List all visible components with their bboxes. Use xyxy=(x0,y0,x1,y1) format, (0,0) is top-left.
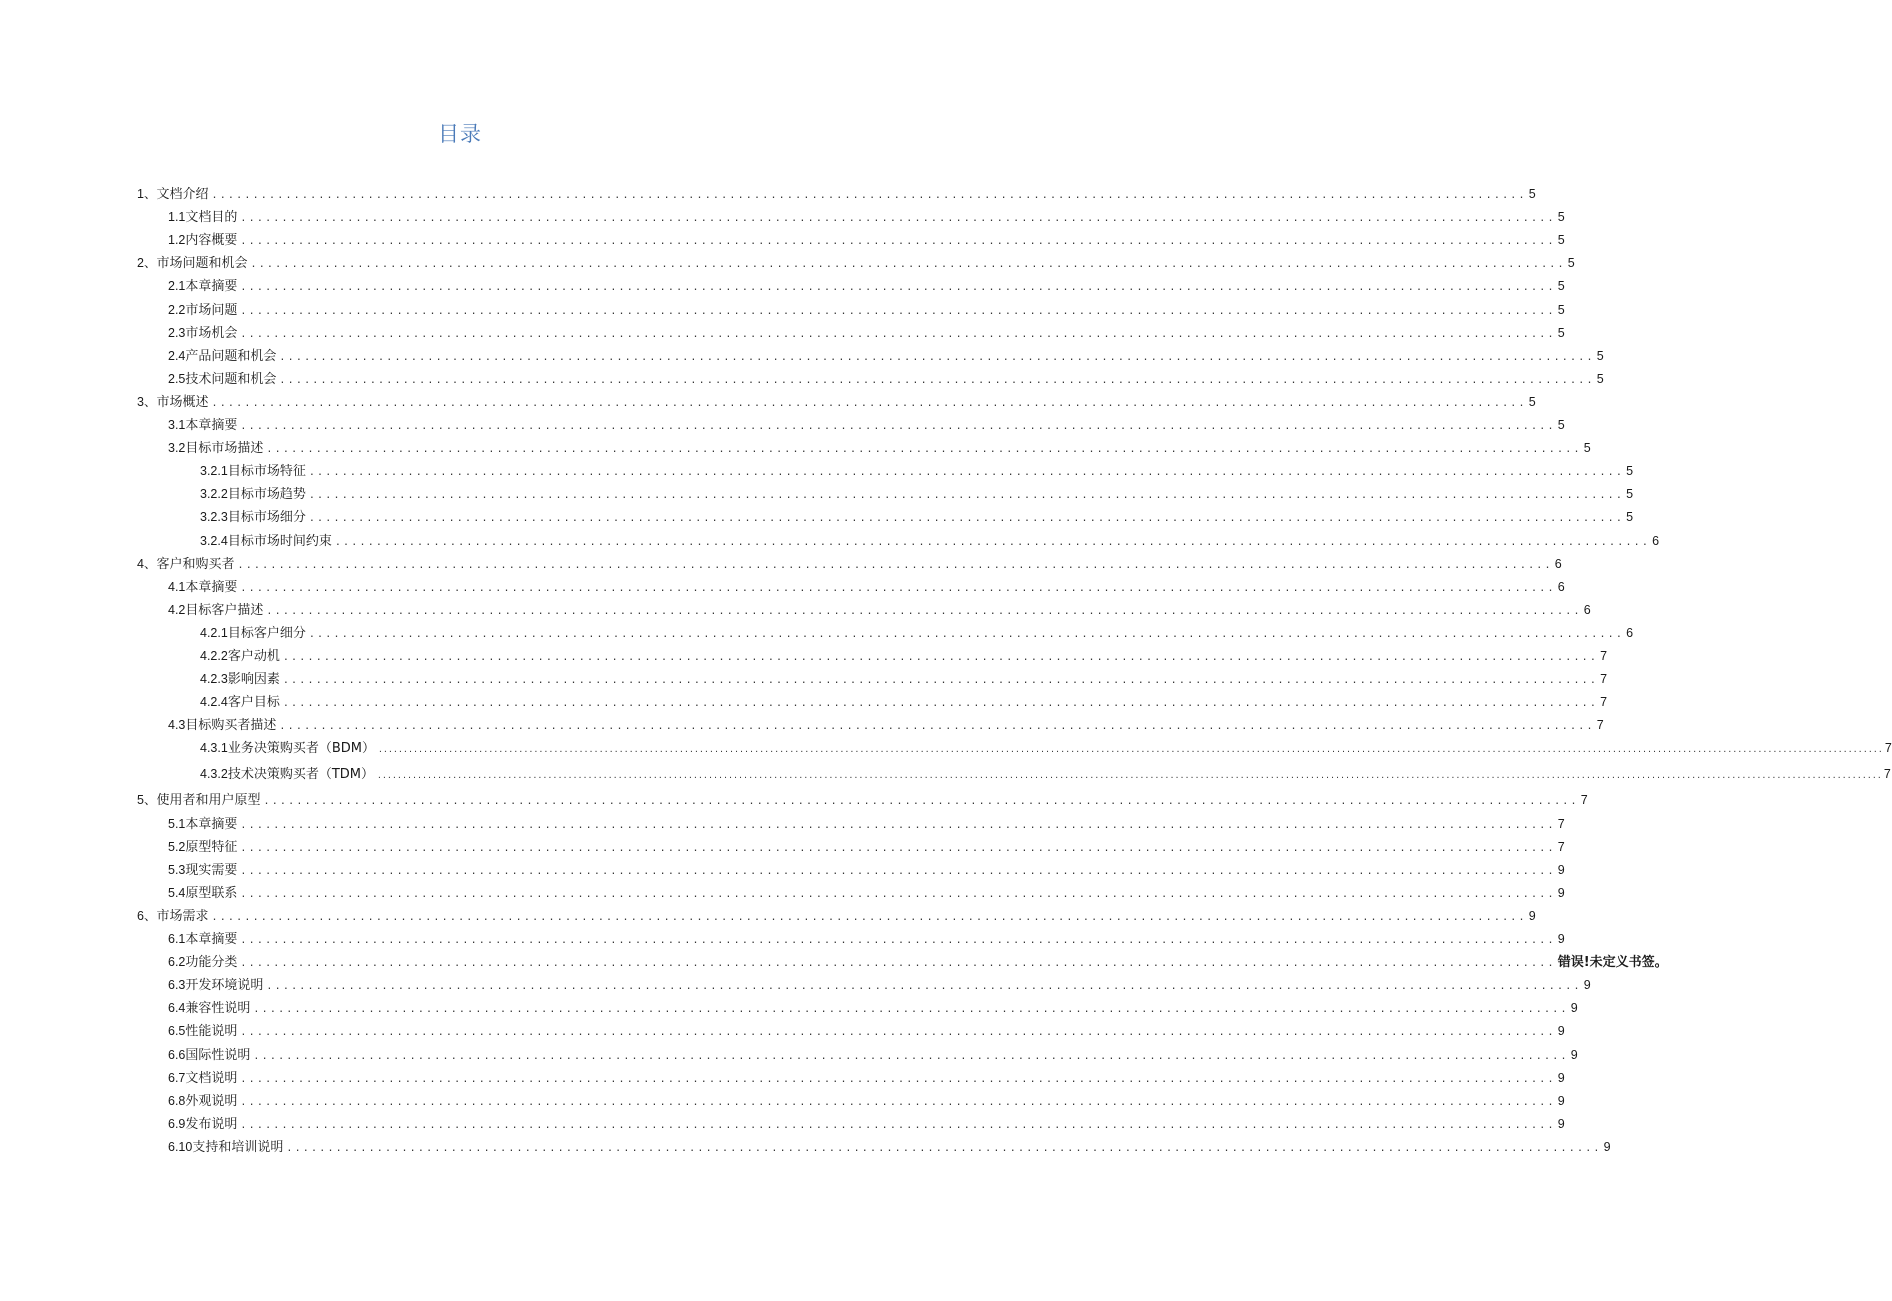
toc-page-number: 7 xyxy=(1883,767,1891,782)
toc-page-number: 9 xyxy=(1557,1070,1565,1085)
toc-page-number: 5 xyxy=(1528,394,1536,409)
toc-page-number: 7 xyxy=(1600,672,1608,687)
toc-entry-number: 6.4 xyxy=(168,1001,186,1016)
toc-page-number: 9 xyxy=(1570,1001,1578,1016)
toc-entry-label: 开发环境说明 xyxy=(185,978,264,994)
toc-entry[interactable] xyxy=(168,1020,1565,1042)
toc-page-number: 5 xyxy=(1596,371,1604,386)
toc-leader-dots: ................................................................................................................................................................ xyxy=(240,819,1556,831)
toc-leader-dots: ................................................................................................................................................................ xyxy=(240,421,1556,432)
toc-entry-number: 6.10 xyxy=(168,1139,193,1154)
toc-entry[interactable] xyxy=(168,1113,1565,1135)
toc-leader-dots: ................................................................................................................................................................ xyxy=(240,328,1556,340)
toc-entry-number: 3.2.1 xyxy=(200,464,228,479)
toc-page-number: 5 xyxy=(1557,325,1565,340)
toc-leader-dots: ............................................................................................................................................................................................................................................................................................................ xyxy=(376,771,1882,781)
toc-entry-label: 目标市场时间约束 xyxy=(227,533,332,549)
toc-entry[interactable] xyxy=(168,345,1604,367)
toc-entry-label: 目标市场细分 xyxy=(227,510,306,526)
toc-page-number: 7 xyxy=(1884,741,1892,756)
toc-page-number: 9 xyxy=(1557,932,1565,946)
toc-entry-label: 支持和培训说明 xyxy=(192,1139,284,1155)
toc-entry[interactable] xyxy=(168,576,1565,598)
toc-page-number: 6 xyxy=(1652,533,1660,548)
toc-entry[interactable] xyxy=(168,1044,1578,1066)
toc-entry[interactable] xyxy=(200,622,1634,644)
toc-leader-dots: ................................................................................................................................................................ xyxy=(250,259,1566,271)
toc-leader-dots: ................................................................................................................................................................ xyxy=(308,628,1625,640)
toc-entry-number: 2.5 xyxy=(168,371,186,386)
toc-page-number: 7 xyxy=(1600,649,1608,663)
toc-entry[interactable] xyxy=(168,997,1578,1019)
toc-entry-number: 4.3.1 xyxy=(200,741,228,756)
toc-page-number: 9 xyxy=(1570,1047,1578,1062)
toc-entry-number: 2.2 xyxy=(168,302,186,317)
toc-page-number: 5 xyxy=(1626,487,1634,502)
toc-entry[interactable] xyxy=(168,275,1565,297)
toc-leader-dots: ............................................................................................................................................................................................................................................................................................................ xyxy=(377,745,1883,755)
toc-entry[interactable] xyxy=(200,737,1892,759)
toc-entry[interactable] xyxy=(200,460,1634,482)
toc-entry-number: 5.2 xyxy=(168,839,186,854)
toc-entry[interactable] xyxy=(200,645,1608,667)
toc-entry[interactable] xyxy=(168,414,1565,436)
toc-entry-number: 3.2.4 xyxy=(200,533,228,548)
toc-page-number: 9 xyxy=(1557,885,1565,900)
toc-entry-label: 市场概述 xyxy=(156,394,209,410)
toc-entry-label: 原型联系 xyxy=(185,885,238,901)
toc-leader-dots: ................................................................................................................................................................ xyxy=(282,652,1599,663)
toc-entry-number: 3、 xyxy=(137,394,157,409)
toc-entry[interactable] xyxy=(168,928,1565,950)
toc-entry[interactable] xyxy=(168,813,1565,835)
toc-leader-dots: ................................................................................................................................................................ xyxy=(282,675,1599,687)
toc-page-number: 5 xyxy=(1626,510,1634,525)
toc-entry-label: 客户动机 xyxy=(227,649,280,664)
toc-entry-number: 2.3 xyxy=(168,325,186,340)
toc-entry-label: 市场问题 xyxy=(185,302,238,318)
toc-page-number: 5 xyxy=(1528,187,1536,201)
toc-page-number: 5 xyxy=(1583,441,1591,456)
toc-entry-label: 本章摘要 xyxy=(185,579,238,595)
toc-leader-dots: ................................................................................................................................................................ xyxy=(240,1096,1556,1108)
toc-leader-dots: ................................................................................................................................................................ xyxy=(240,935,1556,946)
toc-entry-label: 本章摘要 xyxy=(185,279,238,295)
toc-entry[interactable] xyxy=(168,368,1604,390)
toc-entry-number: 6.2 xyxy=(168,955,186,970)
toc-entry[interactable] xyxy=(168,229,1565,251)
toc-page-number: 5 xyxy=(1557,418,1565,432)
toc-entry-label: 性能说明 xyxy=(185,1024,238,1040)
toc-entry-label: 兼容性说明 xyxy=(185,1001,251,1017)
toc-entry-number: 6.6 xyxy=(168,1047,186,1062)
toc-entry[interactable] xyxy=(137,553,1562,575)
toc-entry-number: 6.3 xyxy=(168,978,186,993)
toc-page-number: 6 xyxy=(1557,579,1565,594)
toc-entry-number: 2、 xyxy=(137,256,157,271)
toc-leader-dots: ................................................................................................................................................................ xyxy=(308,513,1625,525)
toc-entry-label: 现实需要 xyxy=(185,862,238,878)
toc-entry-label: 使用者和用户原型 xyxy=(156,793,261,809)
toc-leader-dots: ................................................................................................................................................................ xyxy=(279,721,1595,733)
toc-entry-number: 4.2.1 xyxy=(200,625,228,640)
toc-entry[interactable] xyxy=(200,483,1634,505)
toc-entry[interactable] xyxy=(168,951,1668,973)
toc-entry-label: 功能分类 xyxy=(185,955,238,971)
toc-entry[interactable] xyxy=(200,506,1634,528)
toc-page-error: 错误!未定义书签。 xyxy=(1557,955,1668,971)
toc-leader-dots: ................................................................................................................................................................ xyxy=(240,305,1556,317)
toc-entry-label: 目标市场描述 xyxy=(185,441,264,457)
toc-page-number: 5 xyxy=(1557,210,1565,225)
toc-page-number: 9 xyxy=(1583,978,1591,993)
toc-entry-label: 外观说明 xyxy=(185,1093,238,1109)
toc-entry-label: 内容概要 xyxy=(185,233,238,249)
toc-entry-label: 本章摘要 xyxy=(185,932,238,947)
toc-entry[interactable] xyxy=(200,530,1660,552)
toc-entry-label: 发布说明 xyxy=(185,1116,238,1132)
toc-entry-number: 5.3 xyxy=(168,862,186,877)
toc-leader-dots: ................................................................................................................................................................ xyxy=(240,865,1556,877)
toc-entry-number: 4.3 xyxy=(168,718,186,733)
toc-entry-number: 5.1 xyxy=(168,816,186,831)
toc-entry-number: 1.1 xyxy=(168,210,186,225)
toc-page-number: 7 xyxy=(1557,839,1565,854)
toc-leader-dots: ................................................................................................................................................................ xyxy=(240,958,1556,970)
toc-page-number: 7 xyxy=(1600,695,1608,710)
toc-entry-number: 6.9 xyxy=(168,1116,186,1131)
toc-page-number: 5 xyxy=(1596,348,1604,363)
toc-entry[interactable] xyxy=(168,1136,1611,1158)
toc-entry-label: 目标市场特征 xyxy=(227,464,306,480)
toc-leader-dots: ................................................................................................................................................................ xyxy=(279,374,1595,386)
toc-page-number: 9 xyxy=(1557,1024,1565,1039)
toc-page-number: 7 xyxy=(1580,793,1588,808)
toc-entry-label: 目标客户细分 xyxy=(227,625,306,641)
toc-leader-dots: ................................................................................................................................................................ xyxy=(240,1073,1556,1085)
toc-page-number: 6 xyxy=(1554,556,1562,571)
toc-entry-number: 4.2.2 xyxy=(200,649,228,663)
toc-entry-label: 文档说明 xyxy=(185,1070,238,1086)
toc-entry-label: 客户和购买者 xyxy=(156,556,235,572)
toc-entry-number: 1.2 xyxy=(168,233,186,248)
toc-entry-number: 4、 xyxy=(137,556,157,571)
toc-entry-label: 文档介绍 xyxy=(156,187,209,202)
toc-entry-number: 6.7 xyxy=(168,1070,186,1085)
toc-entry-number: 1、 xyxy=(137,187,157,201)
toc-entry-number: 4.2.4 xyxy=(200,695,228,710)
toc-entry-label: 产品问题和机会 xyxy=(185,348,277,364)
toc-entry[interactable] xyxy=(200,763,1891,785)
toc-leader-dots: ................................................................................................................................................................ xyxy=(308,490,1625,502)
toc-entry-label: 业务决策购买者（BDM） xyxy=(227,741,375,757)
toc-entry-number: 6.1 xyxy=(168,932,186,946)
toc-entry[interactable] xyxy=(137,252,1575,274)
toc-entry[interactable] xyxy=(137,391,1536,413)
toc-entry-number: 4.2.3 xyxy=(200,672,228,687)
toc-page-number: 7 xyxy=(1557,816,1565,831)
toc-entry[interactable] xyxy=(137,183,1536,205)
toc-title: 目录 xyxy=(438,122,482,146)
toc-page-number: 5 xyxy=(1567,256,1575,271)
toc-entry-label: 技术决策购买者（TDM） xyxy=(227,767,374,783)
toc-leader-dots: ................................................................................................................................................................ xyxy=(240,236,1556,248)
toc-entry-number: 3.2.2 xyxy=(200,487,228,502)
toc-leader-dots: ................................................................................................................................................................ xyxy=(263,796,1579,808)
toc-entry[interactable] xyxy=(137,905,1536,927)
toc-page-number: 9 xyxy=(1557,1116,1565,1131)
toc-entry[interactable] xyxy=(168,714,1604,736)
toc-leader-dots: ................................................................................................................................................................ xyxy=(240,1027,1556,1039)
toc-entry-label: 影响因素 xyxy=(227,672,280,688)
toc-page-number: 7 xyxy=(1596,718,1604,733)
toc-entry-number: 2.1 xyxy=(168,279,186,294)
toc-entry[interactable] xyxy=(168,974,1591,996)
toc-entry-label: 市场机会 xyxy=(185,325,238,341)
toc-leader-dots: ................................................................................................................................................................ xyxy=(334,536,1651,548)
toc-entry[interactable] xyxy=(200,668,1608,690)
toc-leader-dots: ................................................................................................................................................................ xyxy=(308,467,1625,479)
toc-entry-number: 3.1 xyxy=(168,418,186,432)
toc-entry-number: 2.4 xyxy=(168,348,186,363)
toc-entry-number: 6、 xyxy=(137,908,157,923)
toc-entry-label: 文档目的 xyxy=(185,210,238,226)
toc-entry-label: 目标购买者描述 xyxy=(185,718,277,734)
toc-entry[interactable] xyxy=(168,299,1565,321)
toc-leader-dots: ................................................................................................................................................................ xyxy=(266,605,1582,617)
toc-entry-number: 5.4 xyxy=(168,885,186,900)
toc-entry[interactable] xyxy=(137,789,1588,811)
toc-entry[interactable] xyxy=(168,859,1565,881)
toc-entry[interactable] xyxy=(168,882,1565,904)
toc-entry[interactable] xyxy=(168,1067,1565,1089)
toc-entry-label: 技术问题和机会 xyxy=(185,371,277,387)
toc-entry[interactable] xyxy=(200,691,1608,713)
toc-entry[interactable] xyxy=(168,1090,1565,1112)
toc-leader-dots: ................................................................................................................................................................ xyxy=(240,582,1556,594)
toc-entry-label: 国际性说明 xyxy=(185,1047,251,1063)
toc-leader-dots: ................................................................................................................................................................ xyxy=(240,842,1556,854)
toc-leader-dots: ................................................................................................................................................................ xyxy=(253,1004,1569,1016)
toc-entry[interactable] xyxy=(168,322,1565,344)
toc-leader-dots: ................................................................................................................................................................ xyxy=(286,1142,1602,1154)
toc-page-number: 9 xyxy=(1528,908,1536,923)
toc-page-number: 9 xyxy=(1557,1093,1565,1108)
toc-leader-dots: ................................................................................................................................................................ xyxy=(211,911,1527,923)
toc-entry-label: 原型特征 xyxy=(185,839,238,855)
toc-entry-number: 6.5 xyxy=(168,1024,186,1039)
toc-entry-label: 客户目标 xyxy=(227,695,280,711)
toc-entry-label: 市场问题和机会 xyxy=(156,256,248,272)
toc-page-number: 9 xyxy=(1557,862,1565,877)
toc-page-number: 6 xyxy=(1626,625,1634,640)
toc-page-number: 5 xyxy=(1557,233,1565,248)
toc-entry-label: 本章摘要 xyxy=(185,418,238,433)
toc-entry-number: 4.3.2 xyxy=(200,767,228,782)
toc-entry-label: 本章摘要 xyxy=(185,816,238,832)
toc-entry-number: 5、 xyxy=(137,793,157,808)
toc-page-number: 6 xyxy=(1583,602,1591,617)
toc-entry-label: 目标市场趋势 xyxy=(227,487,306,503)
toc-entry-number: 3.2.3 xyxy=(200,510,228,525)
toc-entry-number: 4.2 xyxy=(168,602,186,617)
toc-entry[interactable] xyxy=(168,206,1565,228)
toc-leader-dots: ................................................................................................................................................................ xyxy=(240,213,1556,225)
toc-entry[interactable] xyxy=(168,836,1565,858)
toc-leader-dots: ................................................................................................................................................................ xyxy=(282,698,1599,710)
toc-entry-number: 4.1 xyxy=(168,579,186,594)
toc-page-number: 5 xyxy=(1557,279,1565,294)
toc-leader-dots: ................................................................................................................................................................ xyxy=(211,397,1527,409)
toc-page-number: 9 xyxy=(1603,1139,1611,1154)
toc-leader-dots: ................................................................................................................................................................ xyxy=(266,981,1582,993)
toc-leader-dots: ................................................................................................................................................................ xyxy=(253,1050,1569,1062)
toc-leader-dots: ................................................................................................................................................................ xyxy=(266,444,1582,456)
toc-page-number: 5 xyxy=(1626,464,1634,479)
toc-entry-number: 3.2 xyxy=(168,441,186,456)
toc-page-number: 5 xyxy=(1557,302,1565,317)
toc-entry[interactable] xyxy=(168,437,1591,459)
toc-entry-label: 目标客户描述 xyxy=(185,602,264,618)
toc-leader-dots: ................................................................................................................................................................ xyxy=(237,559,1553,571)
toc-leader-dots: ................................................................................................................................................................ xyxy=(279,351,1595,363)
toc-leader-dots: ................................................................................................................................................................ xyxy=(211,190,1527,201)
toc-entry-label: 市场需求 xyxy=(156,908,209,924)
toc-leader-dots: ................................................................................................................................................................ xyxy=(240,888,1556,900)
toc-leader-dots: ................................................................................................................................................................ xyxy=(240,282,1556,294)
toc-entry-number: 6.8 xyxy=(168,1093,186,1108)
toc-entry[interactable] xyxy=(168,599,1591,621)
toc-leader-dots: ................................................................................................................................................................ xyxy=(240,1119,1556,1131)
